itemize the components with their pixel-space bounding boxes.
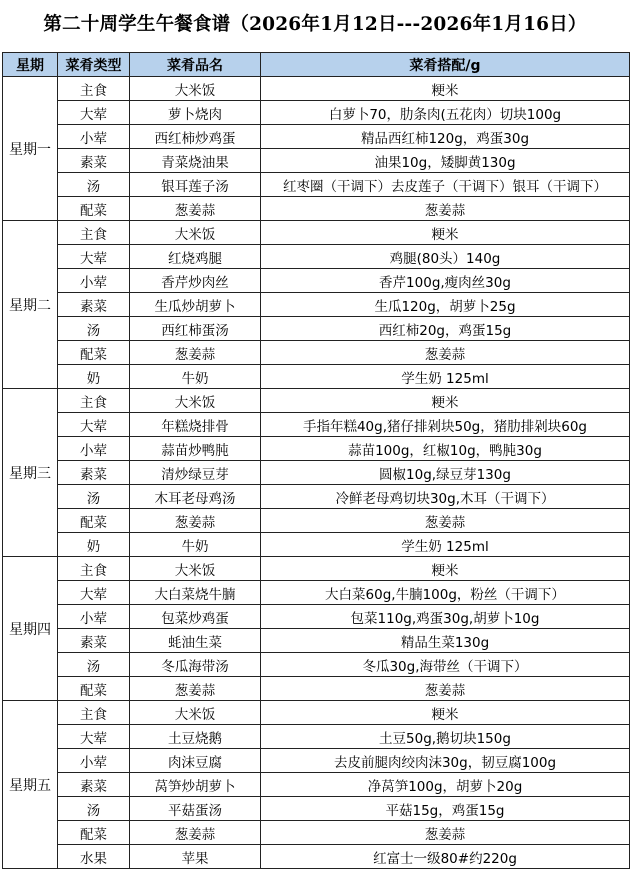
- dish-name-cell: 肉沫豆腐: [130, 749, 261, 773]
- ingredients-cell: 白萝卜70，肋条肉(五花肉）切块100g: [261, 101, 630, 125]
- ingredients-cell: 葱姜蒜: [261, 677, 630, 701]
- ingredients-cell: 西红柿20g，鸡蛋15g: [261, 317, 630, 341]
- table-row: [3, 149, 630, 173]
- ingredients-cell: 学生奶 125ml: [261, 533, 630, 557]
- dish-type-cell: 小荤: [58, 269, 130, 293]
- dish-name-cell: 葱姜蒜: [130, 677, 261, 701]
- ingredients-cell: 粳米: [261, 701, 630, 725]
- dish-type-cell: 素菜: [58, 629, 130, 653]
- dish-name-cell: 香芹炒肉丝: [130, 269, 261, 293]
- dish-name-cell: 牛奶: [130, 365, 261, 389]
- dish-type-cell: 小荤: [58, 749, 130, 773]
- table-row: [3, 773, 630, 797]
- table-row: [3, 437, 630, 461]
- ingredients-cell: 平菇15g，鸡蛋15g: [261, 797, 630, 821]
- table-row: [3, 341, 630, 365]
- dish-name-cell: 葱姜蒜: [130, 197, 261, 221]
- dish-name-cell: 银耳莲子汤: [130, 173, 261, 197]
- dish-name-cell: 大米饭: [130, 77, 261, 101]
- ingredients-cell: 红富士一级80#约220g: [261, 845, 630, 869]
- day-cell: 星期一: [3, 77, 58, 221]
- dish-name-cell: 大白菜烧牛腩: [130, 581, 261, 605]
- table-row: [3, 509, 630, 533]
- ingredients-cell: 精品生菜130g: [261, 629, 630, 653]
- dish-type-cell: 素菜: [58, 461, 130, 485]
- day-cell: 星期二: [3, 221, 58, 389]
- table-row: [3, 557, 630, 581]
- dish-type-cell: 汤: [58, 797, 130, 821]
- ingredients-cell: 学生奶 125ml: [261, 365, 630, 389]
- dish-type-cell: 主食: [58, 701, 130, 725]
- dish-name-cell: 大米饭: [130, 221, 261, 245]
- ingredients-cell: 大白菜60g,牛腩100g，粉丝（干调下）: [261, 581, 630, 605]
- table-row: [3, 125, 630, 149]
- dish-type-cell: 奶: [58, 533, 130, 557]
- table-row: [3, 413, 630, 437]
- ingredients-cell: 粳米: [261, 557, 630, 581]
- ingredients-cell: 葱姜蒜: [261, 821, 630, 845]
- day-cell: 星期四: [3, 557, 58, 701]
- dish-type-cell: 汤: [58, 485, 130, 509]
- dish-name-cell: 生瓜炒胡萝卜: [130, 293, 261, 317]
- ingredients-cell: 净莴笋100g，胡萝卜20g: [261, 773, 630, 797]
- dish-name-cell: 红烧鸡腿: [130, 245, 261, 269]
- header-row: [3, 53, 630, 77]
- dish-type-cell: 素菜: [58, 773, 130, 797]
- dish-name-cell: 苹果: [130, 845, 261, 869]
- ingredients-cell: 冬瓜30g,海带丝（干调下）: [261, 653, 630, 677]
- ingredients-cell: 葱姜蒜: [261, 197, 630, 221]
- table-row: [3, 245, 630, 269]
- dish-name-cell: 青菜烧油果: [130, 149, 261, 173]
- dish-type-cell: 配菜: [58, 821, 130, 845]
- dish-type-cell: 素菜: [58, 149, 130, 173]
- dish-type-cell: 主食: [58, 77, 130, 101]
- dish-name-cell: 蒜苗炒鸭肫: [130, 437, 261, 461]
- table-row: [3, 605, 630, 629]
- dish-type-cell: 汤: [58, 173, 130, 197]
- dish-type-cell: 奶: [58, 365, 130, 389]
- table-row: [3, 677, 630, 701]
- dish-name-cell: 大米饭: [130, 557, 261, 581]
- dish-type-cell: 大荤: [58, 581, 130, 605]
- ingredients-cell: 包菜110g,鸡蛋30g,胡萝卜10g: [261, 605, 630, 629]
- table-row: [3, 293, 630, 317]
- dish-type-cell: 小荤: [58, 437, 130, 461]
- table-row: [3, 845, 630, 869]
- ingredients-cell: 圆椒10g,绿豆芽130g: [261, 461, 630, 485]
- dish-type-cell: 小荤: [58, 605, 130, 629]
- ingredients-cell: 蒜苗100g，红椒10g，鸭肫30g: [261, 437, 630, 461]
- table-row: [3, 485, 630, 509]
- table-row: [3, 389, 630, 413]
- ingredients-cell: 葱姜蒜: [261, 509, 630, 533]
- dish-name-cell: 萝卜烧肉: [130, 101, 261, 125]
- dish-type-cell: 配菜: [58, 197, 130, 221]
- ingredients-cell: 土豆50g,鹅切块150g: [261, 725, 630, 749]
- header-ingredients: 菜肴搭配/g: [261, 53, 630, 77]
- table-row: [3, 173, 630, 197]
- ingredients-cell: 鸡腿(80头）140g: [261, 245, 630, 269]
- dish-type-cell: 主食: [58, 557, 130, 581]
- dish-type-cell: 配菜: [58, 677, 130, 701]
- table-row: [3, 581, 630, 605]
- day-cell: 星期三: [3, 389, 58, 557]
- dish-name-cell: 莴笋炒胡萝卜: [130, 773, 261, 797]
- ingredients-cell: 粳米: [261, 77, 630, 101]
- ingredients-cell: 冷鲜老母鸡切块30g,木耳（干调下）: [261, 485, 630, 509]
- page-title: 第二十周学生午餐食谱（2026年1月12日---2026年1月16日）: [43, 14, 587, 35]
- dish-type-cell: 大荤: [58, 101, 130, 125]
- ingredients-cell: 红枣圈（干调下）去皮莲子（干调下）银耳（干调下）: [261, 173, 630, 197]
- table-row: [3, 77, 630, 101]
- dish-type-cell: 大荤: [58, 725, 130, 749]
- dish-name-cell: 年糕烧排骨: [130, 413, 261, 437]
- table-row: [3, 197, 630, 221]
- dish-name-cell: 包菜炒鸡蛋: [130, 605, 261, 629]
- table-row: [3, 629, 630, 653]
- dish-name-cell: 西红柿蛋汤: [130, 317, 261, 341]
- dish-name-cell: 葱姜蒜: [130, 341, 261, 365]
- ingredients-cell: 葱姜蒜: [261, 341, 630, 365]
- day-cell: 星期五: [3, 701, 58, 869]
- dish-type-cell: 配菜: [58, 341, 130, 365]
- dish-type-cell: 配菜: [58, 509, 130, 533]
- dish-name-cell: 平菇蛋汤: [130, 797, 261, 821]
- ingredients-cell: 粳米: [261, 389, 630, 413]
- menu-table: [2, 52, 630, 869]
- table-row: [3, 749, 630, 773]
- dish-type-cell: 大荤: [58, 413, 130, 437]
- dish-name-cell: 葱姜蒜: [130, 821, 261, 845]
- dish-type-cell: 汤: [58, 317, 130, 341]
- dish-name-cell: 蚝油生菜: [130, 629, 261, 653]
- header-day: 星期: [3, 53, 58, 77]
- table-row: [3, 653, 630, 677]
- table-row: [3, 725, 630, 749]
- table-row: [3, 101, 630, 125]
- table-row: [3, 269, 630, 293]
- dish-name-cell: 葱姜蒜: [130, 509, 261, 533]
- dish-type-cell: 主食: [58, 221, 130, 245]
- dish-name-cell: 木耳老母鸡汤: [130, 485, 261, 509]
- dish-name-cell: 大米饭: [130, 701, 261, 725]
- dish-name-cell: 西红柿炒鸡蛋: [130, 125, 261, 149]
- table-row: [3, 317, 630, 341]
- table-row: [3, 797, 630, 821]
- ingredients-cell: 去皮前腿肉绞肉沫30g，韧豆腐100g: [261, 749, 630, 773]
- dish-type-cell: 素菜: [58, 293, 130, 317]
- table-row: [3, 701, 630, 725]
- dish-type-cell: 大荤: [58, 245, 130, 269]
- dish-type-cell: 水果: [58, 845, 130, 869]
- dish-type-cell: 小荤: [58, 125, 130, 149]
- ingredients-cell: 香芹100g,瘦肉丝30g: [261, 269, 630, 293]
- ingredients-cell: 精品西红柿120g，鸡蛋30g: [261, 125, 630, 149]
- ingredients-cell: 油果10g，矮脚黄130g: [261, 149, 630, 173]
- header-dish-type: 菜肴类型: [58, 53, 130, 77]
- dish-name-cell: 牛奶: [130, 533, 261, 557]
- table-row: [3, 461, 630, 485]
- table-row: [3, 365, 630, 389]
- ingredients-cell: 生瓜120g，胡萝卜25g: [261, 293, 630, 317]
- dish-type-cell: 汤: [58, 653, 130, 677]
- dish-name-cell: 冬瓜海带汤: [130, 653, 261, 677]
- table-row: [3, 533, 630, 557]
- dish-name-cell: 大米饭: [130, 389, 261, 413]
- dish-type-cell: 主食: [58, 389, 130, 413]
- ingredients-cell: 粳米: [261, 221, 630, 245]
- dish-name-cell: 清炒绿豆芽: [130, 461, 261, 485]
- dish-name-cell: 土豆烧鹅: [130, 725, 261, 749]
- header-dish-name: 菜肴品名: [130, 53, 261, 77]
- menu-body: [3, 77, 630, 869]
- table-row: [3, 821, 630, 845]
- table-row: [3, 221, 630, 245]
- ingredients-cell: 手指年糕40g,猪仔排剁块50g，猪肋排剁块60g: [261, 413, 630, 437]
